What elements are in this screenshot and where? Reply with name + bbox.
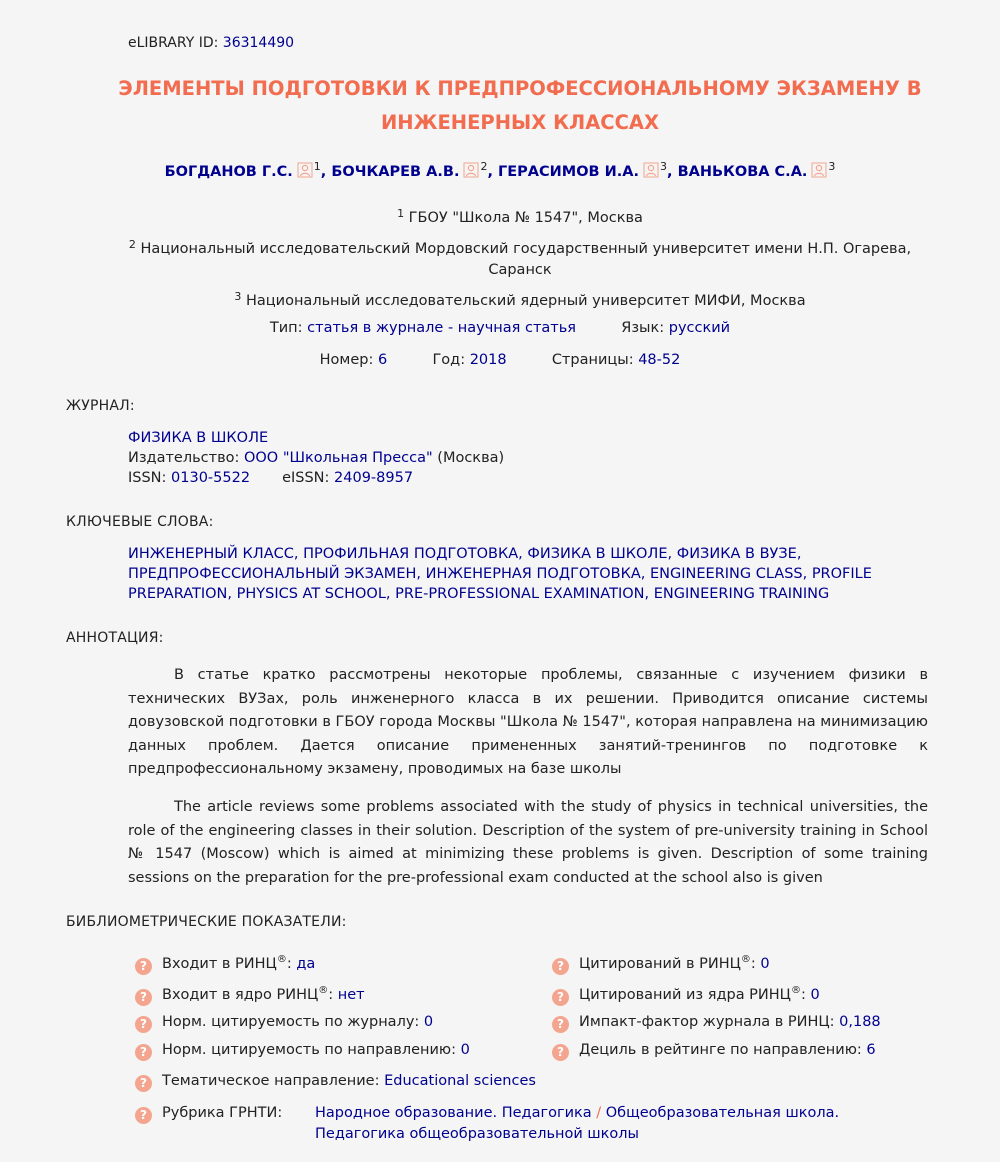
affiliations xyxy=(100,203,940,312)
affiliation-index: 3 xyxy=(828,160,836,173)
language-value: русский xyxy=(668,320,731,336)
publisher-label: Издательство: xyxy=(128,450,244,466)
metric-value: 0 xyxy=(760,956,770,972)
keywords-line[interactable]: ПРЕДПРОФЕССИОНАЛЬНЫЙ ЭКЗАМЕН, ИНЖЕНЕРНАЯ ПОДГОТОВКА, ENGINEERING CLASS, PROFILE xyxy=(128,566,872,582)
metric-label: Цитирований в РИНЦ xyxy=(579,956,741,972)
question-circle-icon[interactable]: ? xyxy=(135,1016,152,1033)
author-link[interactable]: БОГДАНОВ Г.С. xyxy=(164,164,293,180)
journal-link[interactable]: ФИЗИКА В ШКОЛЕ xyxy=(128,430,269,446)
issue-label: Номер: xyxy=(319,352,378,368)
issn-value: 0130-5522 xyxy=(171,470,251,486)
metric-value: 0 xyxy=(810,987,820,1003)
metric-label: Цитирований из ядра РИНЦ xyxy=(579,987,791,1003)
affiliation-text: Национальный исследовательский Мордовский государственный университет имени Н.П. Огарева, xyxy=(140,241,912,257)
metric-label: Дециль в рейтинге по направлению: xyxy=(579,1042,867,1058)
affiliation-index: 1 xyxy=(397,207,405,220)
elibrary-id-label: eLIBRARY ID: xyxy=(128,35,223,51)
eissn-value: 2409-8957 xyxy=(334,470,414,486)
metric-thematic-direction xyxy=(135,1073,536,1092)
grnti-separator: / xyxy=(591,1105,606,1121)
grnti-link[interactable]: Общеобразовательная школа. xyxy=(605,1105,840,1121)
metric-label: Норм. цитируемость по журналу: xyxy=(162,1014,424,1030)
author-item xyxy=(331,160,488,180)
question-circle-icon[interactable]: ? xyxy=(135,989,152,1006)
elibrary-id xyxy=(128,35,294,51)
metric-value: 0 xyxy=(423,1014,434,1030)
author-item xyxy=(677,160,836,180)
metric-impact-factor xyxy=(552,1014,881,1033)
publisher-link[interactable]: ООО "Школьная Пресса" xyxy=(243,450,433,466)
metric-value: да xyxy=(296,956,316,972)
person-icon[interactable] xyxy=(811,162,827,178)
metric-grnti xyxy=(135,1103,935,1145)
metric-citations-core: ? Цитирований из ядра РИНЦ®: 0 xyxy=(552,985,820,1006)
metric-label: Импакт-фактор журнала в РИНЦ: xyxy=(579,1014,840,1030)
author-link[interactable]: ВАНЬКОВА С.А. xyxy=(677,164,808,180)
question-circle-icon[interactable]: ? xyxy=(135,1107,152,1124)
pages-label: Страницы: xyxy=(551,352,639,368)
publisher-city: (Москва) xyxy=(432,450,505,466)
affiliation-item xyxy=(100,234,940,260)
affiliation-item xyxy=(100,203,940,229)
annotation-section-label: АННОТАЦИЯ: xyxy=(66,630,164,646)
metric-value: 6 xyxy=(866,1042,876,1058)
metric-norm-journal xyxy=(135,1014,433,1033)
metric-label: Входит в ядро РИНЦ xyxy=(162,987,319,1003)
metric-label: Входит в РИНЦ xyxy=(162,956,277,972)
metric-value: Educational sciences xyxy=(384,1073,536,1089)
authors-list: БОГДАНОВ Г.С. $^1$, БОЧКАРЕВ А.В. $^2$, ГЕРАСИМОВ И.А. $^3$, ВАНЬКОВА С.А. $^3$ xyxy=(164,160,836,180)
metric-value: 0,188 xyxy=(839,1014,881,1030)
person-icon[interactable] xyxy=(643,162,659,178)
metric-decile xyxy=(552,1042,876,1061)
author-link[interactable]: ГЕРАСИМОВ И.А. xyxy=(498,164,640,180)
keywords-line[interactable]: ИНЖЕНЕРНЫЙ КЛАСС, ПРОФИЛЬНАЯ ПОДГОТОВКА, ФИЗИКА В ШКОЛЕ, ФИЗИКА В ВУЗЕ, xyxy=(128,546,802,562)
affiliation-index: 2 xyxy=(480,160,488,173)
metric-value: нет xyxy=(337,987,365,1003)
year-label: Год: xyxy=(432,352,470,368)
author-item xyxy=(498,160,668,180)
question-circle-icon[interactable]: ? xyxy=(552,958,569,975)
affiliation-text: ГБОУ "Школа № 1547", Москва xyxy=(408,210,643,226)
abstract-en: The article reviews some problems associated with the study of physics in technical universities, the role of the engineering classes in their solution. Description of the system of pre-university training in School № 1547 (Moscow) which is aimed at minimizing these problems is given. Description of some training sessions on the preparation for the pre-professional exam conducted at the school also is given xyxy=(128,799,928,886)
person-icon[interactable] xyxy=(297,162,313,178)
grnti-values xyxy=(315,1103,875,1145)
pages-value: 48-52 xyxy=(638,352,681,368)
metric-label: Рубрика ГРНТИ: xyxy=(162,1105,283,1121)
metric-rinc: ? Входит в РИНЦ®: да xyxy=(135,954,315,975)
keywords-section-label: КЛЮЧЕВЫЕ СЛОВА: xyxy=(66,514,214,530)
abstract-ru: В статье кратко рассмотрены некоторые проблемы, связанные с изучением физики в технических ВУЗах, роль инженерного класса в их решении. Приводится описание системы довузовской подготовки в ГБОУ города Москвы "Школа № 1547", которая направлена на минимизацию данных проблем. Дается описание примененных занятий-тренингов по подготовке к предпрофессиональному экзамену, проводимых на базе школы xyxy=(128,667,928,777)
question-circle-icon[interactable]: ? xyxy=(135,958,152,975)
journal-block xyxy=(128,428,928,488)
affiliation-index: 3 xyxy=(234,290,242,303)
metric-norm-direction xyxy=(135,1042,470,1061)
eissn-label: eISSN: xyxy=(282,470,335,486)
affiliation-index: 1 xyxy=(313,160,321,173)
grnti-link[interactable]: Народное образование. Педагогика xyxy=(315,1105,592,1121)
author-item xyxy=(164,160,321,180)
metric-rinc-core: ? Входит в ядро РИНЦ®: нет xyxy=(135,985,365,1006)
keywords-list xyxy=(128,544,928,604)
type-label: Тип: xyxy=(269,320,308,336)
affiliation-index: 2 xyxy=(128,238,136,251)
keywords-line[interactable]: PREPARATION, PHYSICS AT SCHOOL, PRE-PROFESSIONAL EXAMINATION, ENGINEERING TRAINING xyxy=(128,586,830,602)
issue-row xyxy=(0,352,1000,368)
person-icon[interactable] xyxy=(463,162,479,178)
year-value: 2018 xyxy=(469,352,507,368)
affiliation-text: Национальный исследовательский ядерный университет МИФИ, Москва xyxy=(246,293,806,309)
language-label: Язык: xyxy=(621,320,669,336)
question-circle-icon[interactable]: ? xyxy=(552,989,569,1006)
affiliation-item-continued xyxy=(100,260,940,281)
question-circle-icon[interactable]: ? xyxy=(135,1044,152,1061)
grnti-link[interactable]: Педагогика общеобразовательной школы xyxy=(315,1126,640,1142)
biblio-section-label: БИБЛИОМЕТРИЧЕСКИЕ ПОКАЗАТЕЛИ: xyxy=(66,914,347,930)
affiliation-item xyxy=(100,286,940,312)
issue-value[interactable]: 6 xyxy=(378,352,388,368)
type-value: статья в журнале - научная статья xyxy=(307,320,577,336)
affiliation-index: 3 xyxy=(660,160,668,173)
metric-citations-rinc: ? Цитирований в РИНЦ®: 0 xyxy=(552,954,770,975)
metric-label: Норм. цитируемость по направлению: xyxy=(162,1042,461,1058)
affiliation-text: Саранск xyxy=(488,262,552,278)
question-circle-icon[interactable]: ? xyxy=(552,1044,569,1061)
question-circle-icon[interactable]: ? xyxy=(135,1075,152,1092)
issn-label: ISSN: xyxy=(128,470,172,486)
grnti-label-wrap xyxy=(135,1103,315,1124)
metric-value: 0 xyxy=(460,1042,470,1058)
elibrary-id-value[interactable]: 36314490 xyxy=(222,35,295,51)
metric-label: Тематическое направление: xyxy=(162,1073,385,1089)
journal-section-label: ЖУРНАЛ: xyxy=(66,398,135,414)
author-link[interactable]: БОЧКАРЕВ А.В. xyxy=(331,164,460,180)
article-title: ЭЛЕМЕНТЫ ПОДГОТОВКИ К ПРЕДПРОФЕССИОНАЛЬНОМУ ЭКЗАМЕНУ В ИНЖЕНЕРНЫХ КЛАССАХ xyxy=(118,77,922,134)
article-type-row xyxy=(0,320,1000,336)
question-circle-icon[interactable]: ? xyxy=(552,1016,569,1033)
